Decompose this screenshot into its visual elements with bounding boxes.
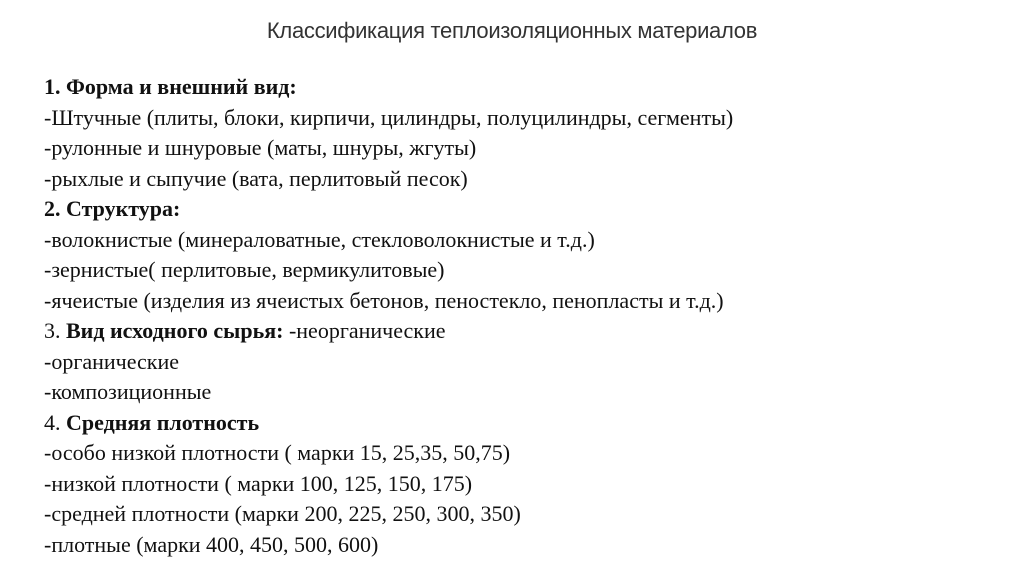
- classification-list: [44, 72, 1004, 560]
- slide-title: Классификация теплоизоляционных материалов: [266, 18, 758, 43]
- list-item: -органические: [44, 348, 180, 374]
- section-heading-structure: 2. Структура:: [44, 196, 181, 221]
- section-heading-density-row: [44, 408, 1004, 439]
- list-item: -рулонные и шнуровые (маты, шнуры, жгуты): [44, 135, 477, 160]
- list-item: -средней плотности (марки 200, 225, 250, 300, 350): [44, 501, 521, 526]
- section-heading-form: 1. Форма и внешний вид:: [44, 74, 297, 99]
- list-item: -плотные (марки 400, 450, 500, 600): [44, 531, 379, 557]
- section-heading-raw-material-row: [44, 316, 1004, 347]
- list-item: -неорганические: [283, 318, 446, 343]
- list-item: -зернистые( перлитовые, вермикулитовые): [44, 257, 445, 282]
- list-item: -волокнистые (минераловатные, стекловолокнистые и т.д.): [44, 226, 595, 252]
- list-item: -ячеистые (изделия из ячеистых бетонов, пеностекло, пенопласты и т.д.): [44, 287, 724, 313]
- section-number: 3.: [44, 318, 66, 343]
- list-item: -особо низкой плотности ( марки 15, 25,35, 50,75): [44, 440, 511, 465]
- section-heading-raw-material: Вид исходного сырья:: [66, 318, 284, 343]
- list-item: -Штучные (плиты, блоки, кирпичи, цилиндры, полуцилиндры, сегменты): [44, 104, 734, 130]
- list-item: -композиционные: [44, 379, 212, 404]
- list-item: -низкой плотности ( марки 100, 125, 150, 175): [44, 470, 473, 496]
- section-heading-density: Средняя плотность: [66, 409, 260, 435]
- section-number: 4.: [44, 409, 66, 435]
- list-item: -рыхлые и сыпучие (вата, перлитовый песок): [44, 165, 468, 191]
